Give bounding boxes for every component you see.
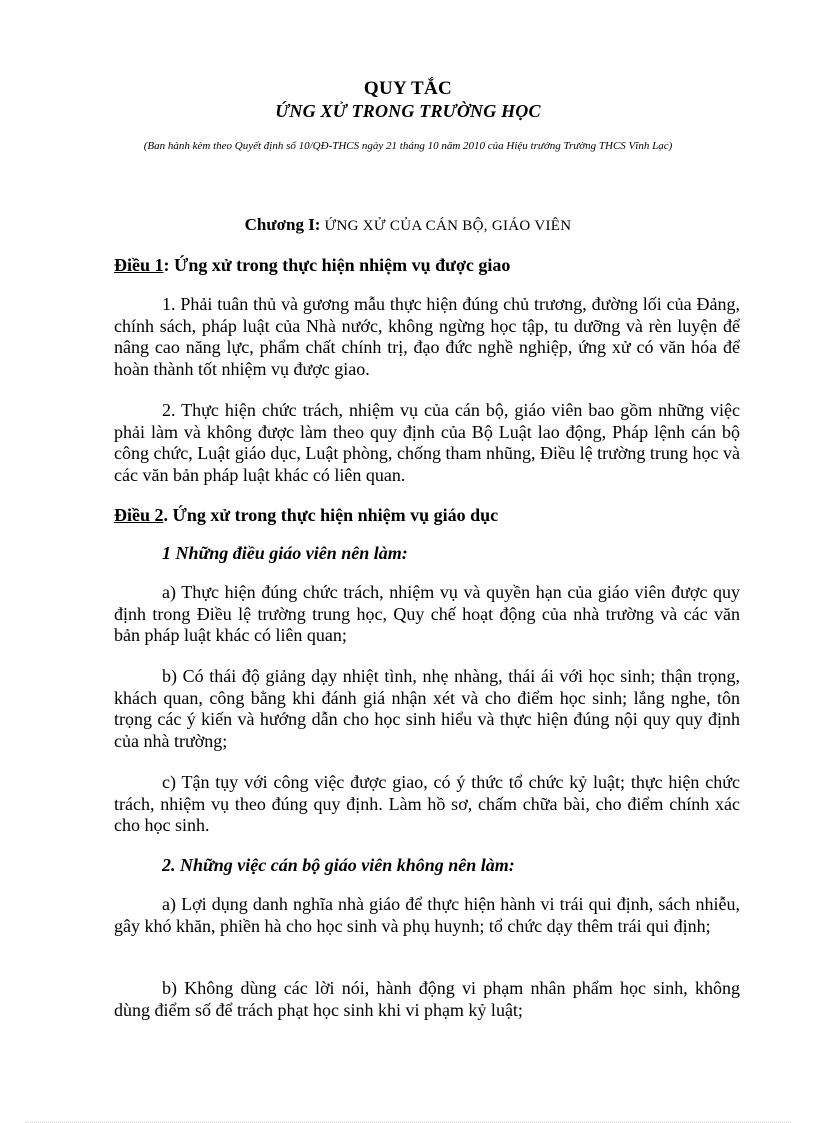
chapter-heading <box>0 215 816 235</box>
article-1-number: Điều 1 <box>114 255 164 275</box>
document-title: QUY TẮC <box>363 78 453 99</box>
section-1-item-a: a) Thực hiện đúng chức trách, nhiệm vụ và quyền hạn của giáo viên được quy định trong Điều lệ trường trung học, Quy chế hoạt động của nhà trường và các văn bản pháp luật khác có liên quan; <box>114 582 740 645</box>
section-1-item-c: c) Tận tụy với công việc được giao, có ý thức tổ chức kỷ luật; thực hiện chức trách, nhiệm vụ theo đúng quy định. Làm hồ sơ, chấm chữa bài, cho điểm chính xác cho học sinh. <box>114 772 740 835</box>
section-2-item-b: b) Không dùng các lời nói, hành động vi phạm nhân phẩm học sinh, không dùng điểm số để trách phạt học sinh khi vi phạm kỷ luật; <box>114 978 740 1020</box>
article-2-title: . Ứng xử trong thực hiện nhiệm vụ giáo dục <box>163 505 499 525</box>
chapter-title: ỨNG XỬ CỦA CÁN BỘ, GIÁO VIÊN <box>320 218 572 234</box>
decision-note: (Ban hành kèm theo Quyết định số 10/QĐ-THCS ngày 21 tháng 10 năm 2010 của Hiệu trưởng Trường THCS Vĩnh Lạc) <box>143 140 673 152</box>
article-1-heading <box>114 255 510 276</box>
section-1-heading: 1 Những điều giáo viên nên làm: <box>162 543 408 563</box>
section-2-item-a: a) Lợi dụng danh nghĩa nhà giáo để thực hiện hành vi trái qui định, sách nhiễu, gây khó khăn, phiền hà cho học sinh và phụ huynh; tổ chức dạy thêm trái qui định; <box>114 894 740 936</box>
article-1-paragraph-2: 2. Thực hiện chức trách, nhiệm vụ của cán bộ, giáo viên bao gồm những việc phải làm và không được làm theo quy định của Bộ Luật lao động, Pháp lệnh cán bộ công chức, Luật giáo dục, Luật phòng, chống tham nhũng, Điều lệ trường trung học và các văn bản pháp luật khác có liên quan. <box>114 400 740 485</box>
section-1-item-b: b) Có thái độ giảng dạy nhiệt tình, nhẹ nhàng, thái ái với học sinh; thận trọng, khách quan, công bằng khi đánh giá nhận xét và cho điểm học sinh; lắng nghe, tôn trọng các ý kiến và hướng dẫn cho học sinh hiểu và thực hiện đúng nội quy quy định của nhà trường; <box>114 666 740 751</box>
chapter-label: Chương I: <box>244 215 321 234</box>
document-subtitle: ỨNG XỬ TRONG TRƯỜNG HỌC <box>275 101 541 121</box>
article-1-paragraph-1: 1. Phải tuân thủ và gương mẫu thực hiện đúng chủ trương, đường lối của Đảng, chính sách, pháp luật của Nhà nước, không ngừng học tập, tu dưỡng và rèn luyện để nâng cao năng lực, phẩm chất chính trị, đạo đức nghề nghiệp, ứng xử có văn hóa để hoàn thành tốt nhiệm vụ được giao. <box>114 294 740 379</box>
section-2-heading: 2. Những việc cán bộ giáo viên không nên làm: <box>162 855 515 875</box>
article-1-title: : Ứng xử trong thực hiện nhiệm vụ được giao <box>163 255 511 275</box>
article-2-number: Điều 2 <box>114 505 164 525</box>
article-2-heading <box>114 505 498 526</box>
